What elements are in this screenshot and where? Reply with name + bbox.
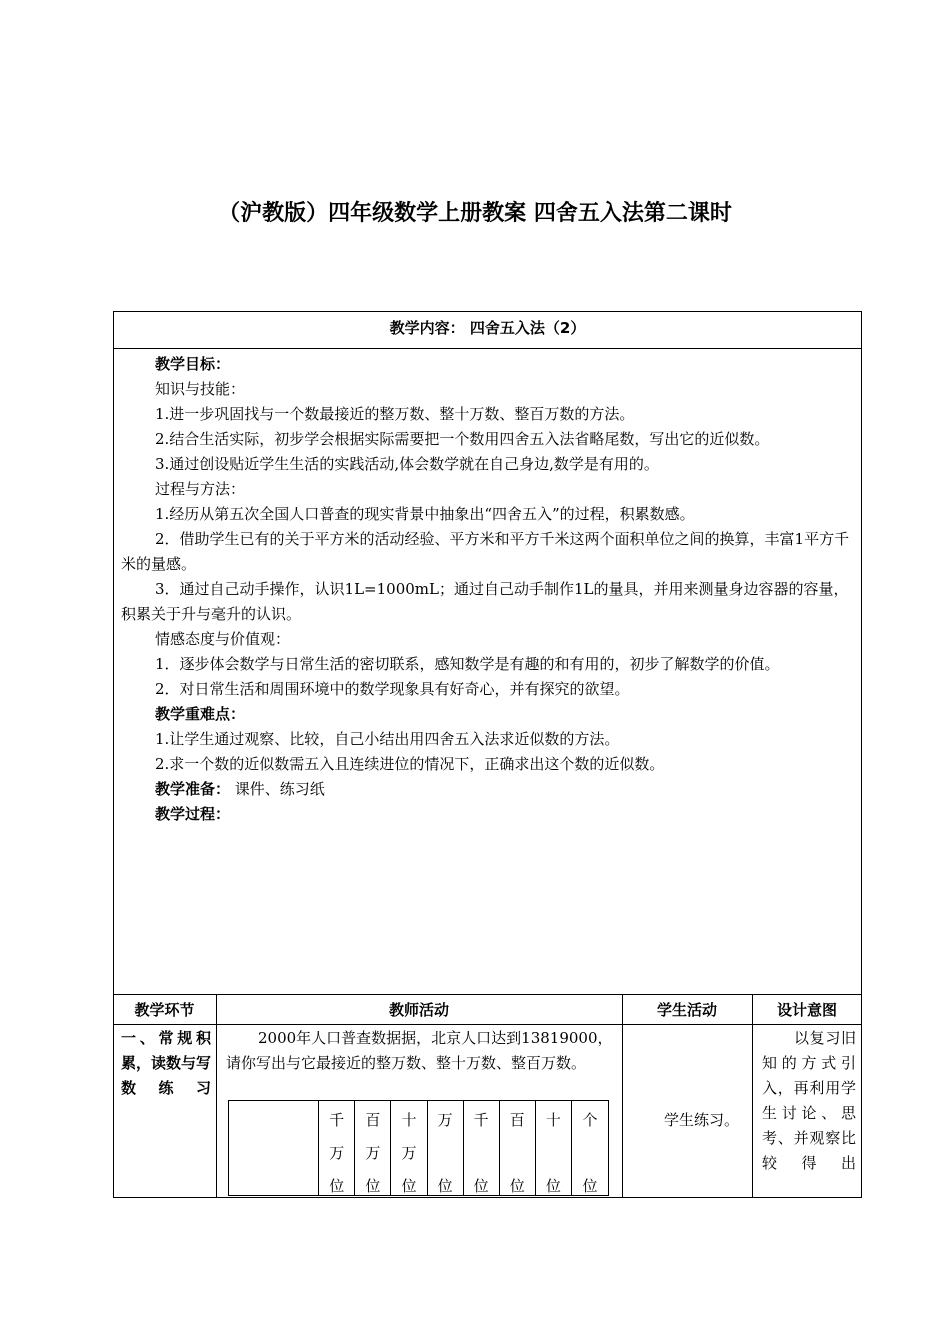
stage-cell: 一、常规积累，读数与写数练习 [121, 1029, 212, 1097]
document-title: （沪教版）四年级数学上册教案 四舍五入法第二课时 [218, 201, 732, 226]
place-hundred-thousands: 十 万 位 [391, 1101, 427, 1195]
process-steps-heading: 教学过程： [155, 805, 231, 823]
knowledge-item: 1.进一步巩固找与一个数最接近的整万数、整十万数、整百万数的方法。 [155, 405, 635, 423]
place-millions: 百 万 位 [355, 1101, 391, 1195]
column-divider [622, 994, 623, 1198]
attitude-item: 2．对日常生活和周围环境中的数学现象具有好奇心，并有探究的欲望。 [155, 680, 630, 698]
preparation-heading: 教学准备： [155, 780, 231, 798]
place-tens: 十 位 [536, 1101, 572, 1195]
process-item: 1.经历从第五次全国人口普查的现实背景中抽象出“四舍五入”的过程，积累数感。 [155, 505, 695, 523]
place-value-blank-cell [229, 1101, 319, 1195]
key-points-heading: 教学重难点： [155, 705, 246, 723]
header-stage: 教学环节 [134, 1001, 195, 1019]
table-header-top-rule [113, 994, 862, 995]
column-divider [752, 994, 753, 1198]
process-item: 3．通过自己动手操作，认识1L=1000mL；通过自己动手制作1L的量具，并用来测量身边容器的容量，积累关于升与毫升的认识。 [121, 580, 849, 623]
key-point-item: 1.让学生通过观察、比较，自己小结出用四舍五入法求近似数的方法。 [155, 730, 620, 748]
place-value-table [228, 1100, 609, 1196]
place-ten-thousands: 万 位 [428, 1101, 464, 1195]
objectives-heading: 教学目标： [155, 355, 231, 373]
place-thousands: 千 位 [464, 1101, 500, 1195]
student-activity-cell: 学生练习。 [664, 1111, 740, 1129]
place-ones: 个 位 [582, 1111, 598, 1195]
table-header-bottom-rule [113, 1024, 862, 1025]
content-header: 教学内容： 四舍五入法（2） [113, 311, 862, 349]
design-intent-cell: 以复习旧知的方式引入，再利用学生讨论、思考、并观察比较得出 [762, 1029, 856, 1172]
place-ten-millions: 千 万 位 [319, 1101, 355, 1195]
preparation [121, 777, 857, 802]
knowledge-item: 3.通过创设贴近学生生活的实践活动,体会数学就在自己身边,数学是有用的。 [155, 455, 659, 473]
header-teacher-activity: 教师活动 [388, 1001, 449, 1019]
knowledge-heading: 知识与技能： [155, 380, 246, 398]
key-point-item: 2.求一个数的近似数需五入且连续进位的情况下，正确求出这个数的近似数。 [155, 755, 665, 773]
process-item: 2．借助学生已有的关于平方米的活动经验、平方米和平方千米这两个面积单位之间的换算，丰富1平方千米的量感。 [121, 530, 850, 573]
process-heading: 过程与方法： [155, 480, 246, 498]
attitude-item: 1．逐步体会数学与日常生活的密切联系，感知数学是有趣的和有用的，初步了解数学的价值。 [155, 655, 780, 673]
preparation-text: 课件、练习纸 [230, 780, 325, 798]
knowledge-item: 2.结合生活实际，初步学会根据实际需要把一个数用四舍五入法省略尾数，写出它的近似数。 [155, 430, 770, 448]
teacher-activity-cell: 2000年人口普查数据据，北京人口达到13819000，请你写出与它最接近的整万数、整十万数、整百万数。 [226, 1029, 613, 1072]
header-design-intent: 设计意图 [776, 1001, 837, 1019]
place-hundreds: 百 位 [500, 1101, 536, 1195]
objectives-section [121, 352, 857, 827]
header-student-activity: 学生活动 [656, 1001, 717, 1019]
column-divider [216, 994, 217, 1198]
attitude-heading: 情感态度与价值观： [155, 630, 291, 648]
